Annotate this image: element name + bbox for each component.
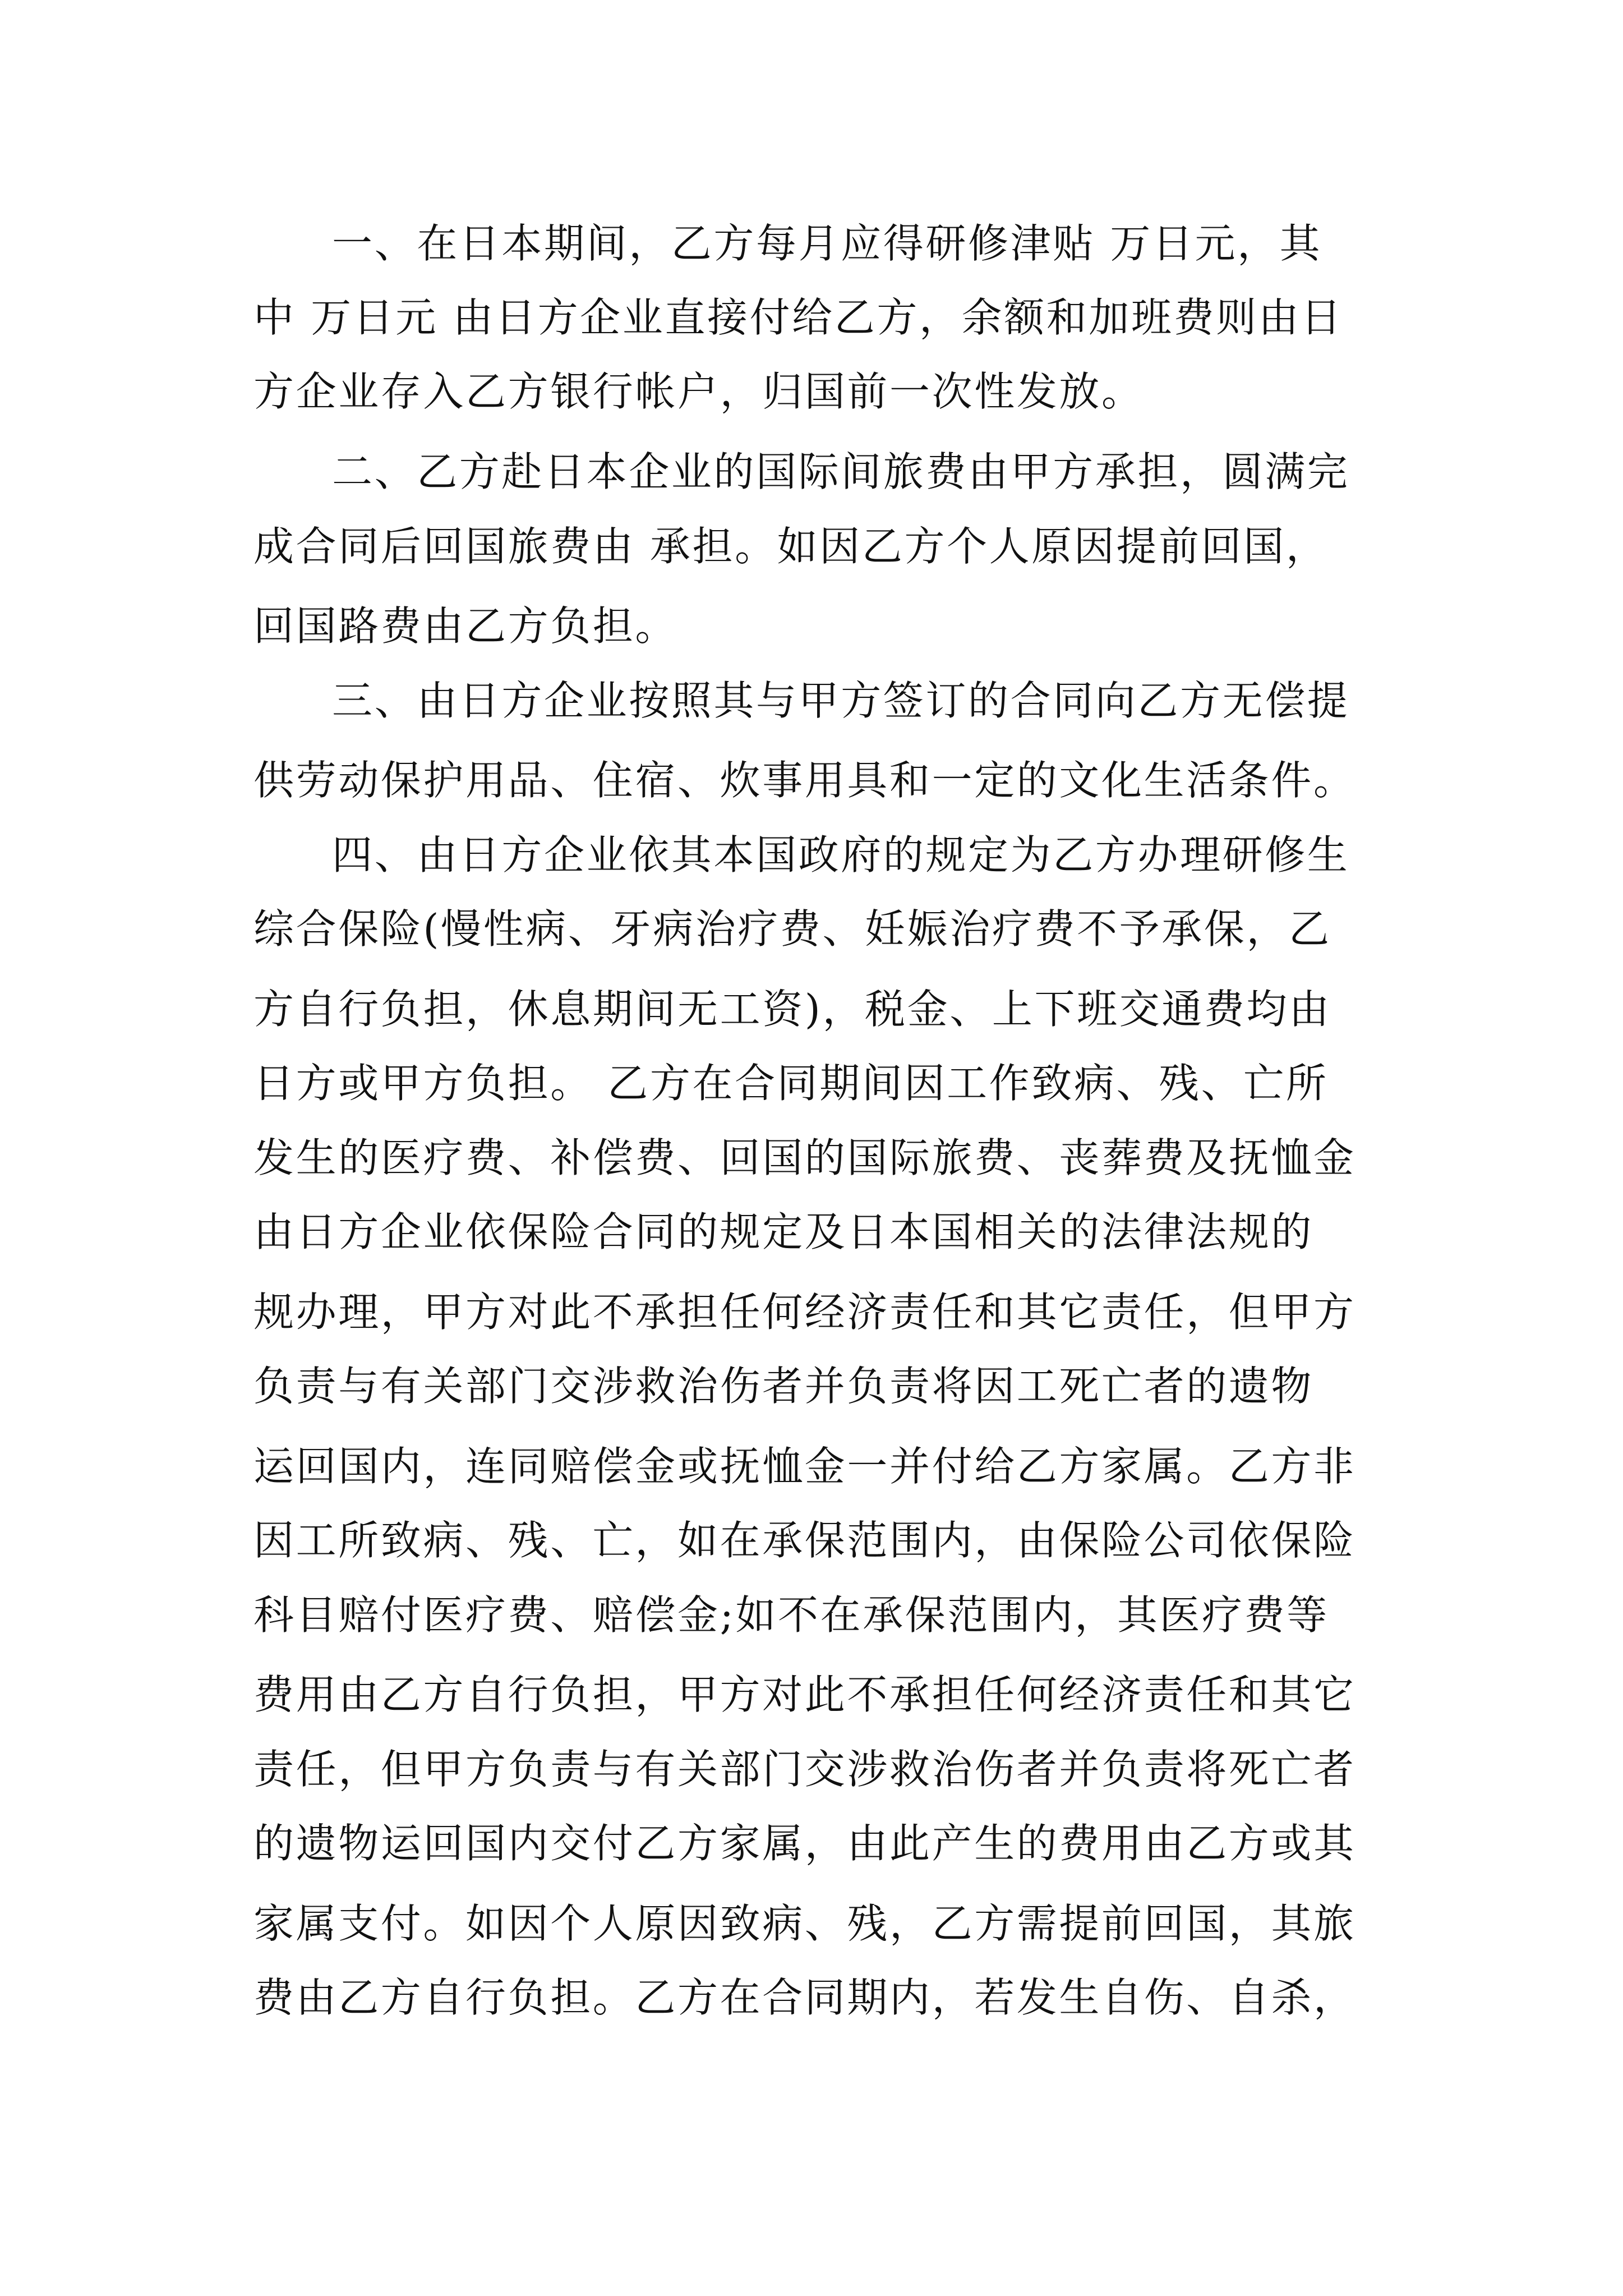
text-line: 规办理，甲方对此不承担任何经济责任和其它责任，但甲方 [253,1289,1356,1336]
text-line: 二、乙方赴日本企业的国际间旅费由甲方承担，圆满完 [332,448,1350,495]
text-line: 中 万日元 由日方企业直接付给乙方，余额和加班费则由日 [253,294,1343,341]
text-line: 三、由日方企业按照其与甲方签订的合同向乙方无偿提 [332,677,1350,724]
text-line: 成合同后回国旅费由 承担。如因乙方个人原因提前回国， [253,523,1329,570]
text-line: 日方或甲方负担。 乙方在合同期间因工作致病、残、亡所 [253,1060,1329,1107]
text-line: 因工所致病、残、亡，如在承保范围内，由保险公司依保险 [253,1517,1356,1564]
text-line: 家属支付。如因个人原因致病、残，乙方需提前回国，其旅 [253,1900,1356,1947]
text-line: 费用由乙方自行负担，甲方对此不承担任何经济责任和其它 [253,1671,1356,1718]
text-line: 综合保险(慢性病、牙病治疗费、妊娠治疗费不予承保，乙 [253,905,1331,953]
text-line: 由日方企业依保险合同的规定及日本国相关的法律法规的 [253,1208,1314,1255]
text-line: 的遗物运回国内交付乙方家属，由此产生的费用由乙方或其 [253,1820,1356,1867]
text-line: 四、由日方企业依其本国政府的规定为乙方办理研修生 [332,831,1350,878]
text-line: 发生的医疗费、补偿费、回国的国际旅费、丧葬费及抚恤金 [253,1134,1356,1181]
text-line: 费由乙方自行负担。乙方在合同期内，若发生自伤、自杀， [253,1974,1356,2021]
text-line: 责任，但甲方负责与有关部门交涉救治伤者并负责将死亡者 [253,1746,1356,1793]
text-line: 方企业存入乙方银行帐户，归国前一次性发放。 [253,368,1144,415]
text-line: 回国路费由乙方负担。 [253,602,678,650]
text-line: 方自行负担，休息期间无工资)，税金、上下班交通费均由 [253,986,1331,1033]
text-line: 科目赔付医疗费、赔偿金;如不在承保范围内，其医疗费等 [253,1591,1329,1639]
text-line: 负责与有关部门交涉救治伤者并负责将因工死亡者的遗物 [253,1363,1314,1410]
text-line: 一、在日本期间，乙方每月应得研修津贴 万日元，其 [332,220,1322,267]
text-line: 运回国内，连同赔偿金或抚恤金一并付给乙方家属。乙方非 [253,1443,1356,1490]
text-line: 供劳动保护用品、住宿、炊事用具和一定的文化生活条件。 [253,757,1356,804]
